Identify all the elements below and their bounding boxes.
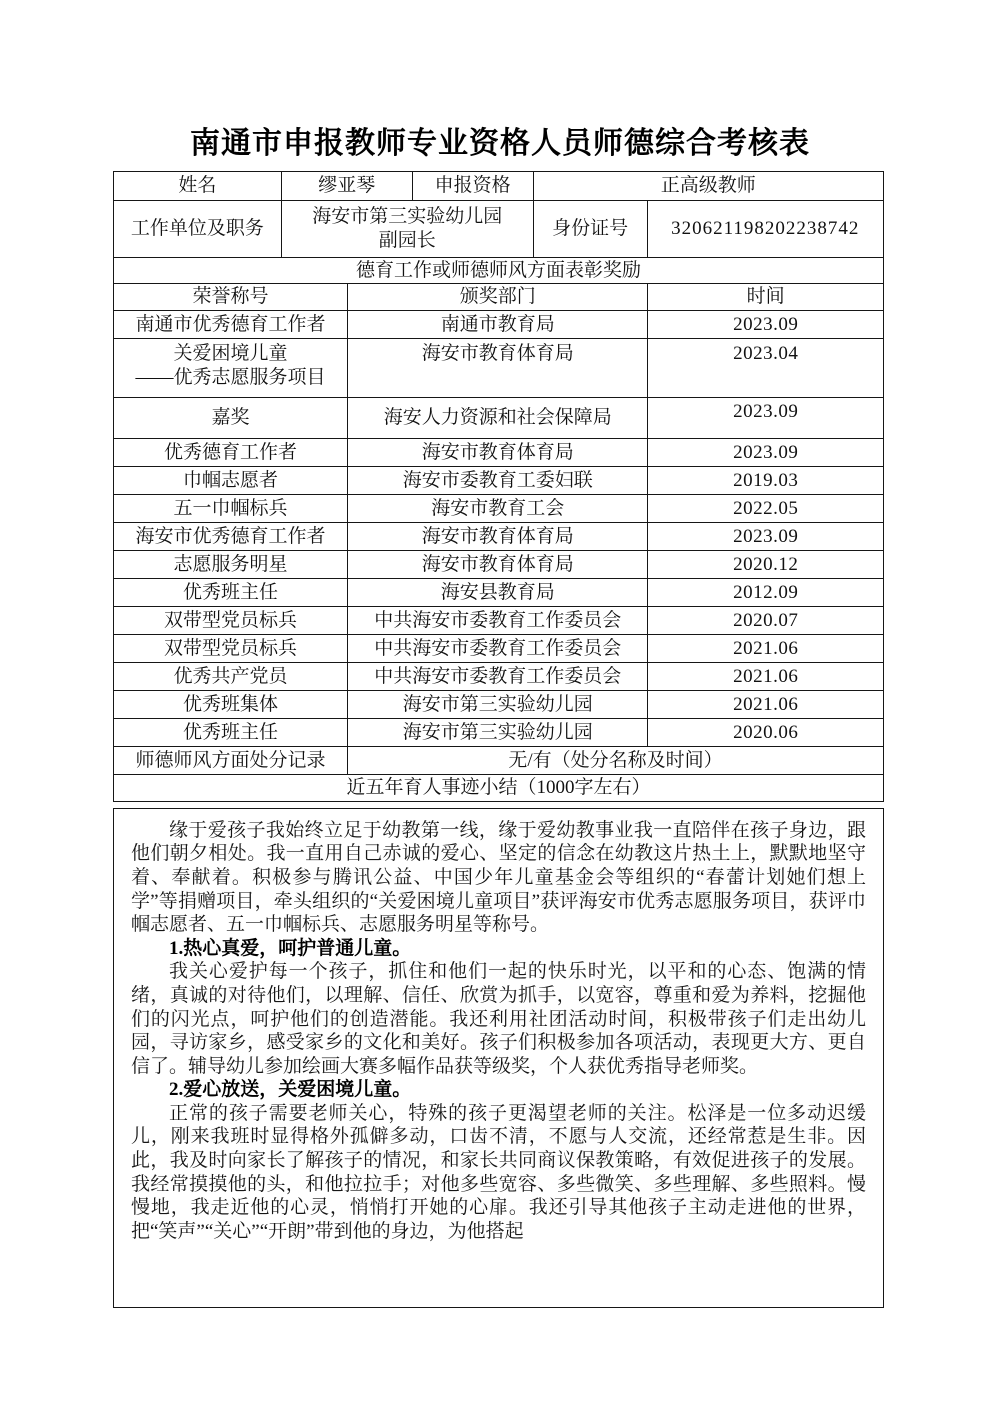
page-title: 南通市申报教师专业资格人员师德综合考核表 [190,127,810,160]
discipline-label: 师德师风方面处分记录 [114,747,348,775]
award-row [114,523,884,551]
award-date: 2023.09 [648,398,884,439]
id-label: 身份证号 [533,201,647,258]
award-department: 中共海安市委教育工作委员会 [348,607,648,635]
info-table [113,171,884,258]
award-row [114,467,884,495]
discipline-value: 无/有（处分名称及时间） [348,747,884,775]
award-date: 2012.09 [648,579,884,607]
award-title: 嘉奖 [114,398,348,439]
summary-section-title: 近五年育人事迹小结（1000字左右） [114,775,884,802]
awards-section-row [114,257,884,284]
summary-paragraph: 正常的孩子需要老师关心，特殊的孩子更渴望老师的关注。松泽是一位多动迟缓儿，刚来我班时显得格外孤僻多动，口齿不清，不愿与人交流，还经常惹是生非。因此，我及时向家长了解孩子的情况，和家长共同商议保教策略，有效促进孩子的发展。我经常摸摸他的头，和他拉拉手；对他多些宽容、多些微笑、多些理解、多些照料。慢慢地，我走近他的心灵，悄悄打开她的心扉。我还引导其他孩子主动走进他的世界，把“笑声”“关心”“开朗”带到他的身边，为他搭起 [131,1102,866,1242]
award-date: 2019.03 [648,467,884,495]
award-date: 2022.05 [648,495,884,523]
award-row [114,635,884,663]
summary-section-row [114,775,884,802]
award-date: 2023.09 [648,523,884,551]
award-date: 2023.09 [648,439,884,467]
qualification-label: 申报资格 [412,172,533,201]
award-title: 双带型党员标兵 [114,607,348,635]
award-date: 2021.06 [648,663,884,691]
award-row [114,398,884,439]
award-department: 海安市教育工会 [348,495,648,523]
unit-value: 海安市第三实验幼儿园 副园长 [281,201,533,258]
award-title: 优秀班集体 [114,691,348,719]
awards-section-title: 德育工作或师德师风方面表彰奖励 [114,257,884,284]
award-department: 海安市教育体育局 [348,339,648,398]
summary-paragraph: 我关心爱护每一个孩子，抓住和他们一起的快乐时光，以平和的心态、饱满的情绪，真诚的对待他们，以理解、信任、欣赏为抓手，以宽容，尊重和爱为养料，挖掘他们的闪光点，呵护他们的创造潜能。我还利用社团活动时间，积极带孩子们走出幼儿园，寻访家乡，感受家乡的文化和美好。孩子们积极参加各项活动，表现更大方、更自信了。辅导幼儿参加绘画大赛多幅作品获等级奖，个人获优秀指导老师奖。 [131,961,866,1077]
id-value: 320621198202238742 [647,201,883,258]
awards-header-row [114,284,884,311]
award-department: 海安市委教育工委妇联 [348,467,648,495]
award-department: 海安市教育体育局 [348,523,648,551]
award-row [114,579,884,607]
award-department: 海安市教育体育局 [348,439,648,467]
awards-table [113,257,884,802]
award-row [114,551,884,579]
award-title: 巾帼志愿者 [114,467,348,495]
award-department: 中共海安市委教育工作委员会 [348,635,648,663]
award-row [114,663,884,691]
award-date: 2021.06 [648,691,884,719]
award-title: 优秀德育工作者 [114,439,348,467]
discipline-row [114,747,884,775]
name-value: 缪亚琴 [281,172,412,201]
column-header-honor: 荣誉称号 [114,284,348,311]
award-date: 2021.06 [648,635,884,663]
summary-paragraph: 缘于爱孩子我始终立足于幼教第一线，缘于爱幼教事业我一直陪伴在孩子身边，跟他们朝夕相处。我一直用自己赤诚的爱心、坚定的信念在幼教这片热土上，默默地坚守着、奉献着。积极参与腾讯公益、中国少年儿童基金会等组织的“春蕾计划她们想上学”等捐赠项目，牵头组织的“关爱困境儿童项目”获评海安市优秀志愿服务项目，获评巾帼志愿者、五一巾帼标兵、志愿服务明星等称号。 [131,819,866,936]
award-department: 海安人力资源和社会保障局 [348,398,648,439]
form-content [113,171,884,1308]
award-department: 海安市第三实验幼儿园 [348,691,648,719]
award-department: 海安县教育局 [348,579,648,607]
award-row [114,719,884,747]
award-title: 志愿服务明星 [114,551,348,579]
award-row [114,339,884,398]
qualification-value: 正高级教师 [533,172,883,201]
award-row [114,311,884,339]
award-row [114,607,884,635]
award-title: 优秀班主任 [114,719,348,747]
column-header-date: 时间 [648,284,884,311]
award-row [114,691,884,719]
column-header-department: 颁奖部门 [348,284,648,311]
summary-block [113,808,884,1308]
name-label: 姓名 [114,172,282,201]
summary-heading: 1.热心真爱，呵护普通儿童。 [169,937,412,959]
award-title: 南通市优秀德育工作者 [114,311,348,339]
award-title: 双带型党员标兵 [114,635,348,663]
award-department: 中共海安市委教育工作委员会 [348,663,648,691]
award-department: 南通市教育局 [348,311,648,339]
award-date: 2023.09 [648,311,884,339]
award-department: 海安市教育体育局 [348,551,648,579]
award-title: 关爱困境儿童 ——优秀志愿服务项目 [114,339,348,398]
award-row [114,439,884,467]
summary-heading: 2.爱心放送，关爱困境儿童。 [169,1079,412,1101]
award-title: 五一巾帼标兵 [114,495,348,523]
info-row-name [114,172,884,201]
unit-label: 工作单位及职务 [114,201,282,258]
award-title: 优秀班主任 [114,579,348,607]
award-row [114,495,884,523]
info-row-unit [114,201,884,258]
award-date: 2023.04 [648,339,884,398]
award-date: 2020.07 [648,607,884,635]
award-title: 优秀共产党员 [114,663,348,691]
award-date: 2020.12 [648,551,884,579]
award-department: 海安市第三实验幼儿园 [348,719,648,747]
award-title: 海安市优秀德育工作者 [114,523,348,551]
award-date: 2020.06 [648,719,884,747]
